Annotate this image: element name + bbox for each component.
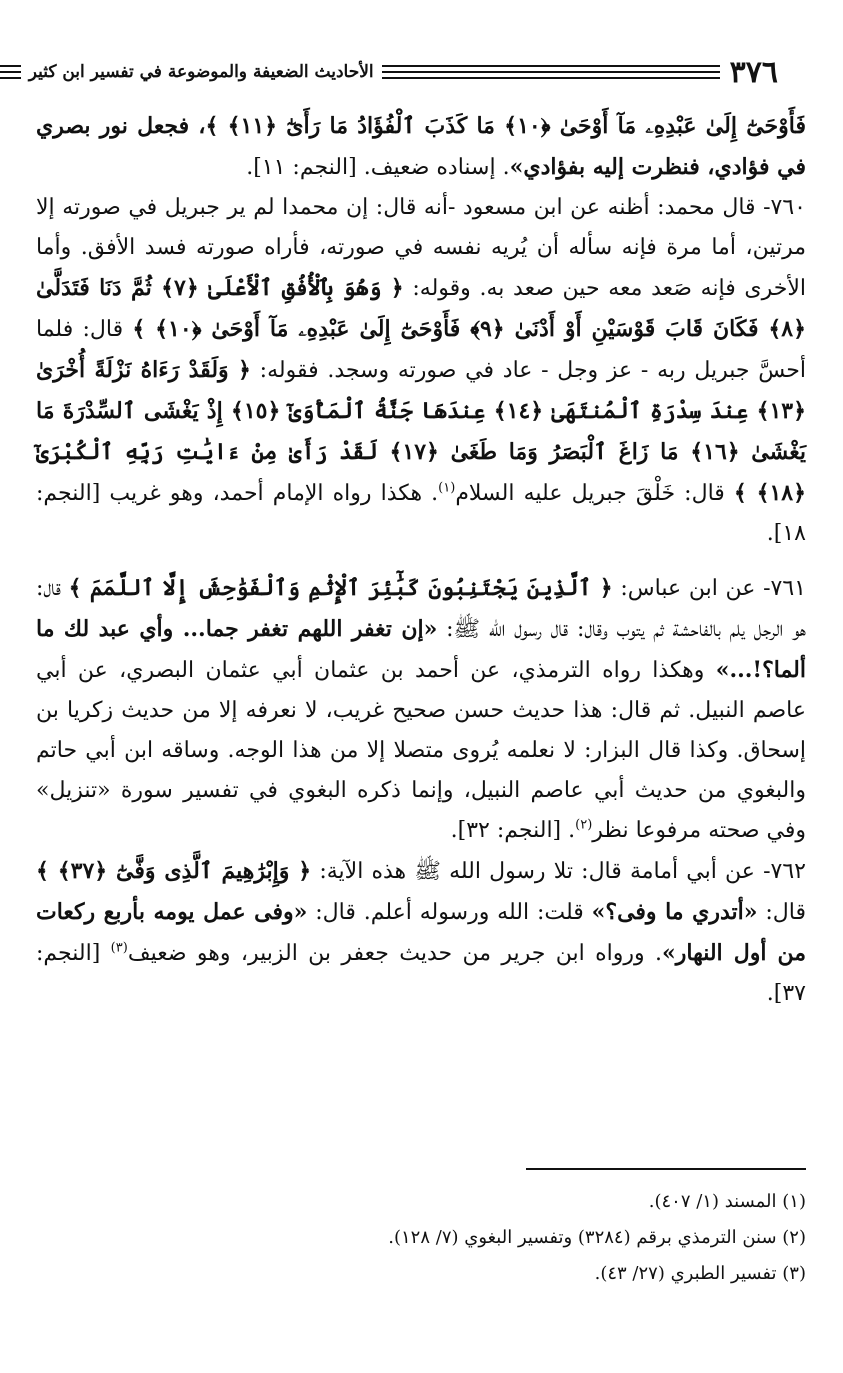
hadith-quote: «أتدري ما وفى؟» (591, 899, 758, 925)
footnote-ref: (٣) (110, 940, 128, 956)
text-run: وهكذا رواه الترمذي، عن أحمد بن عثمان أبي عثمان البصري، عن أبي عاصم النبيل. ثم قال: هذا حديث حسن صحيح غريب، لا نعرفه إلا من حديث زكريا بن إسحاق. وكذا قال البزار: لا نعلمه يُروى متصلا إلا من هذا الوجه. وساقه ابن أبي حاتم والبغوي من حديث أبي عاصم النبيل، وإنما ذكره البغوي في تفسير سورة «تنزيل» وفي صحته مرفوعا نظر (36, 658, 806, 843)
text-run: . ورواه ابن جرير من حديث جعفر بن الزبير، وهو ضعيف (127, 941, 662, 966)
paragraph (36, 188, 806, 554)
paragraph (36, 106, 806, 188)
quran-verse: ﴿ وَهُوَ بِٱلْأُفُقِ ٱلْأَعْلَىٰ ﴿٧﴾ ثُمَّ دَنَا فَتَدَلَّىٰ ﴿٨﴾ فَكَانَ قَابَ قَوْسَيْنِ أَوْ أَدْنَىٰ ﴿٩﴾ فَأَوْحَىٰٓ إِلَىٰ عَبْدِهِۦ مَآ أَوْحَىٰ ﴿١٠﴾ ﴾ (36, 275, 807, 342)
main-text (36, 106, 806, 1014)
hadith-quote: ، فجعل نور بصري في فؤادي، فنظرت إليه بفؤادي» (36, 113, 806, 180)
page-header (28, 52, 806, 92)
header-rule-end (0, 63, 21, 81)
book-page (28, 52, 807, 1284)
footnotes (36, 1184, 806, 1292)
text-run: قال: خَلْقَ جبريل عليه السلام (455, 481, 734, 506)
footnote-ref: (٢) (575, 817, 593, 833)
text-run: ٧٦٢- عن أبي أمامة قال: تلا رسول الله ﷺ هذه الآية: (311, 859, 806, 884)
hadith-quote: «وفى عمل يومه بأربع ركعات من أول النهار» (36, 899, 806, 966)
text-run: قلت: الله ورسوله أعلم. قال: (307, 900, 592, 925)
paragraph-gap (36, 554, 806, 568)
text-run: ٧٦٠- قال محمد: أظنه عن ابن مسعود -أنه قال: إن محمدا لم ير جبريل في صورته إلا مرتين، أما مرة فإنه سأله أن يُريه نفسه في صورته، فأراه صورته فسد الأفق. وأما الأخرى فإنه صَعد معه حين صعد به. وقوله: (36, 195, 807, 301)
text-run: قال: فلما أحسَّ جبريل ربه - عز وجل - عاد في صورته وسجد. فقوله: (36, 317, 807, 383)
text-run: [النجم: ٣٧]. (36, 941, 806, 1006)
footnote-item: (٢) سنن الترمذي برقم (٣٢٨٤) وتفسير البغوي (٧/ ١٢٨). (388, 1227, 806, 1248)
quran-verse: ﴿ ٱلَّذِينَ يَجْتَنِبُونَ كَبَٰٓئِرَ ٱلْإِثْمِ وَٱلْفَوَٰحِشَ إِلَّا ٱللَّمَمَ ﴾ (68, 575, 613, 601)
text-run: ٧٦١- عن ابن عباس: (612, 576, 806, 601)
text-run: قال: (757, 900, 806, 925)
text-run: قال: هو الرجل يلم بالفاحشة ثم يتوب وقال: قال رسول الله ﷺ: (36, 576, 806, 642)
text-run: . [النجم: ٣٢]. (450, 818, 576, 843)
footnote-item: (٣) تفسير الطبري (٢٧/ ٤٣). (594, 1263, 806, 1284)
footnote-separator (526, 1168, 806, 1170)
text-run: . إسناده ضعيف. [النجم: ١١]. (246, 155, 510, 180)
footnote-ref: (١) (438, 480, 456, 496)
paragraph (36, 851, 806, 1014)
quran-verse: فَأَوْحَىٰٓ إِلَىٰ عَبْدِهِۦ مَآ أَوْحَىٰ ﴿١٠﴾ مَا كَذَبَ ٱلْفُؤَادُ مَا رَأَىٰٓ ﴿١١﴾ ﴾ (205, 113, 806, 139)
footnote-item: (١) المسند (١/ ٤٠٧). (648, 1191, 806, 1212)
header-rule-short (672, 63, 720, 81)
quran-verse: ﴿ وَلَقَدْ رَءَاهُ نَزْلَةً أُخْرَىٰ ﴿١٣﴾ عِندَ سِدْرَةِ ٱلْمُنتَهَىٰ ﴿١٤﴾ عِندَهَا جَنَّةُ ٱلْمَأْوَىٰٓ ﴿١٥﴾ إِذْ يَغْشَى ٱلسِّدْرَةَ مَا يَغْشَىٰ ﴿١٦﴾ مَا زَاغَ ٱلْبَصَرُ وَمَا طَغَىٰ ﴿١٧﴾ لَقَدْ رَأَىٰ مِنْ ءَايَٰتِ رَبِّهِ ٱلْكُبْرَىٰٓ ﴿١٨﴾ ﴾ (36, 357, 807, 506)
text-run: . هكذا رواه الإمام أحمد، وهو غريب [النجم: ١٨]. (36, 481, 806, 546)
page-number: ٣٧٦ (729, 54, 778, 90)
hadith-quote: «إن تغفر اللهم تغفر جما... وأي عبد لك ما ألما؟!...» (36, 616, 806, 683)
paragraph (36, 568, 806, 851)
running-title: الأحاديث الضعيفة والموضوعة في تفسير ابن كثير (28, 62, 374, 82)
quran-verse: ﴿ وَإِبْرَٰهِيمَ ٱلَّذِى وَفَّىٰٓ ﴿٣٧﴾ ﴾ (36, 858, 312, 884)
header-rule-long (382, 63, 672, 81)
